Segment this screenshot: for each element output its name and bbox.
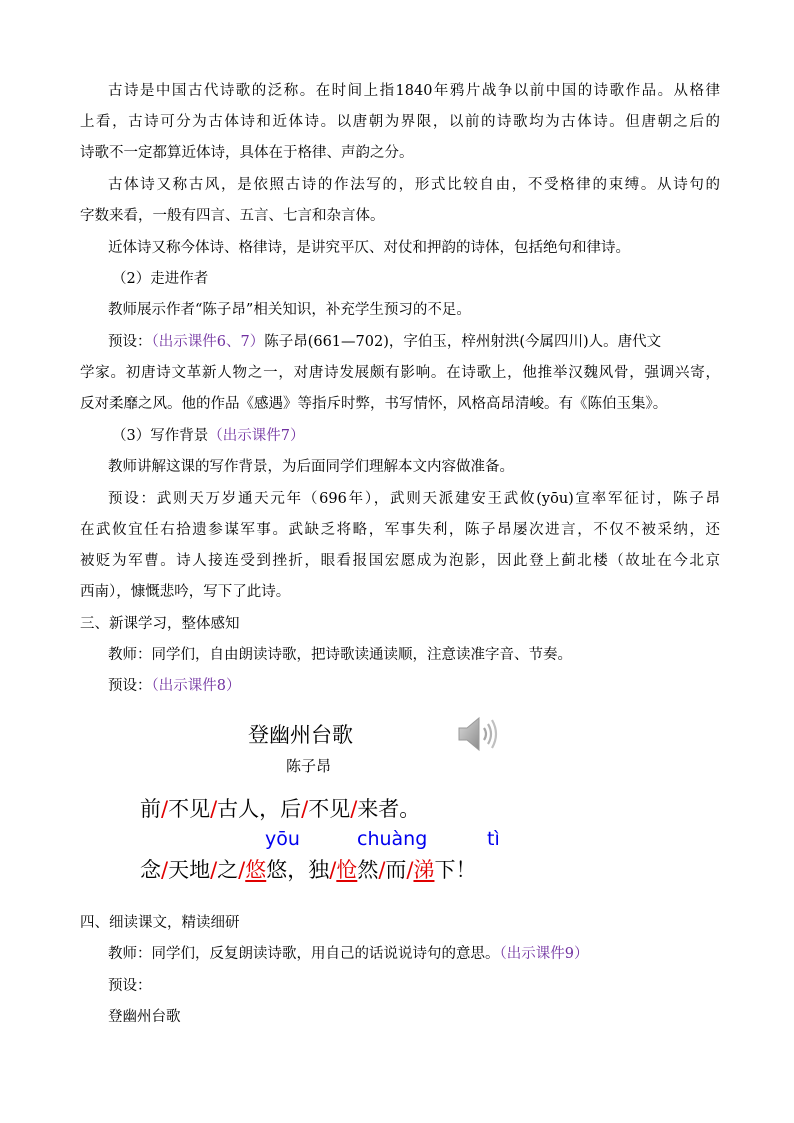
courseware-ref: （出示课件7） — [208, 428, 305, 444]
para1-line3: 诗歌不一定都算近体诗，具体在于格律、声韵之分。 — [80, 145, 414, 161]
para1-line2: 上看，古诗可分为古体诗和近体诗。以唐朝为界限，以前的诗歌均为古体诗。但唐朝之后的 — [80, 114, 720, 130]
section3-heading: （3）写作背景 — [112, 428, 209, 444]
section3-teacher: 教师讲解这课的写作背景，为后面同学们理解本文内容做准备。 — [108, 459, 514, 475]
section-new-preset — [108, 676, 240, 696]
section4-teacher-line — [108, 944, 588, 964]
section2-preset-line3: 反对柔靡之风。他的作品《感遇》等指斥时弊，书写情怀，风格高昂清峻。有《陈伯玉集》。 — [80, 396, 668, 412]
section3-preset-line4: 西南），慷慨悲吟，写下了此诗。 — [80, 584, 291, 600]
pause-slash: / — [329, 858, 337, 882]
pause-slash: / — [301, 797, 309, 821]
annotated-char: 涕 — [413, 858, 435, 882]
section3-preset-line3: 被贬为军曹。诗人接连受到挫折，眼看报国宏愿成为泡影，因此登上蓟北楼（故址在今北京 — [80, 553, 720, 569]
poem-word: 然 — [357, 858, 379, 882]
pause-slash: / — [350, 797, 358, 821]
poem-word: 下！ — [434, 858, 477, 882]
poem-word: 天地 — [168, 858, 211, 882]
preset-text: 陈子昂(661—702)，字伯玉，梓州射洪(今属四川)人。唐代文 — [264, 334, 662, 350]
poem-word: 不见 — [308, 797, 351, 821]
courseware-ref: （出示课件6、7） — [151, 334, 265, 350]
section2-heading: （2）走进作者 — [112, 271, 209, 287]
pause-slash: / — [378, 858, 386, 882]
annotated-char: 怆 — [336, 858, 358, 882]
poem-author: 陈子昂 — [286, 757, 332, 775]
pause-slash: / — [210, 858, 218, 882]
section4-preset: 预设： — [108, 978, 152, 994]
speaker-icon[interactable] — [457, 714, 501, 754]
poem-word: 之 — [217, 858, 239, 882]
para3-line1: 近体诗又称今体诗、格律诗，是讲究平仄、对仗和押韵的诗体，包括绝句和律诗。 — [108, 240, 630, 256]
section3-preset-line2: 在武攸宜任右拾遗参谋军事。武缺乏将略，军事失利，陈子昂屡次进言，不仅不被采纳，还 — [80, 522, 720, 538]
poem-word: 古人，后 — [217, 797, 302, 821]
poem-line-2 — [140, 856, 476, 884]
pause-slash: / — [161, 858, 169, 882]
poem-word: 前 — [140, 797, 161, 821]
para1-line1: 古诗是中国古代诗歌的泛称。在时间上指1840年鸦片战争以前中国的诗歌作品。从格律 — [108, 83, 720, 99]
pause-slash: / — [161, 797, 169, 821]
preset-label: 预设： — [108, 678, 152, 694]
section-new-teacher: 教师：同学们，自由朗读诗歌，把诗歌读通读顺，注意读准字音、节奏。 — [108, 647, 572, 663]
preset-label: 预设： — [108, 334, 152, 350]
pause-slash: / — [238, 858, 246, 882]
para2-line2: 字数来看，一般有四言、五言、七言和杂言体。 — [80, 208, 385, 224]
para2-line1: 古体诗又称古风，是依照古诗的作法写的，形式比较自由，不受格律的束缚。从诗句的 — [108, 177, 720, 193]
pinyin-ti: tì — [487, 828, 500, 850]
pause-slash: / — [210, 797, 218, 821]
section3-heading-line — [112, 426, 304, 446]
poem-word: 来者。 — [357, 797, 421, 821]
pinyin-chuang: chuàng — [357, 828, 428, 850]
section2-preset-line1 — [108, 332, 661, 352]
section3-preset-line1: 预设：武则天万岁通天元年（696年），武则天派建安王武攸(yōu)宣率军征讨，陈子昂 — [108, 491, 720, 507]
poem-word: 不见 — [168, 797, 211, 821]
pinyin-you: yōu — [265, 828, 300, 850]
poem-word: 悠，独 — [266, 858, 330, 882]
section-new-heading: 三、新课学习，整体感知 — [80, 616, 240, 632]
annotated-char: 悠 — [245, 858, 267, 882]
section4-title: 登幽州台歌 — [108, 1009, 181, 1025]
pause-slash: / — [406, 858, 414, 882]
courseware-ref: （出示课件9） — [499, 946, 589, 962]
poem-word: 而 — [385, 858, 407, 882]
section2-teacher: 教师展示作者“陈子昂”相关知识，补充学生预习的不足。 — [108, 302, 471, 318]
poem-title: 登幽州台歌 — [248, 723, 353, 747]
section2-preset-line2: 学家。初唐诗文革新人物之一，对唐诗发展颇有影响。在诗歌上，他推举汉魏风骨，强调兴寄， — [80, 365, 720, 381]
section4-teacher: 教师：同学们，反复朗读诗歌，用自己的话说说诗句的意思。 — [108, 946, 500, 962]
section4-heading: 四、细读课文，精读细研 — [80, 915, 240, 931]
poem-word: 念 — [140, 858, 161, 882]
poem-line-1 — [140, 795, 420, 823]
courseware-ref: （出示课件8） — [151, 678, 241, 694]
